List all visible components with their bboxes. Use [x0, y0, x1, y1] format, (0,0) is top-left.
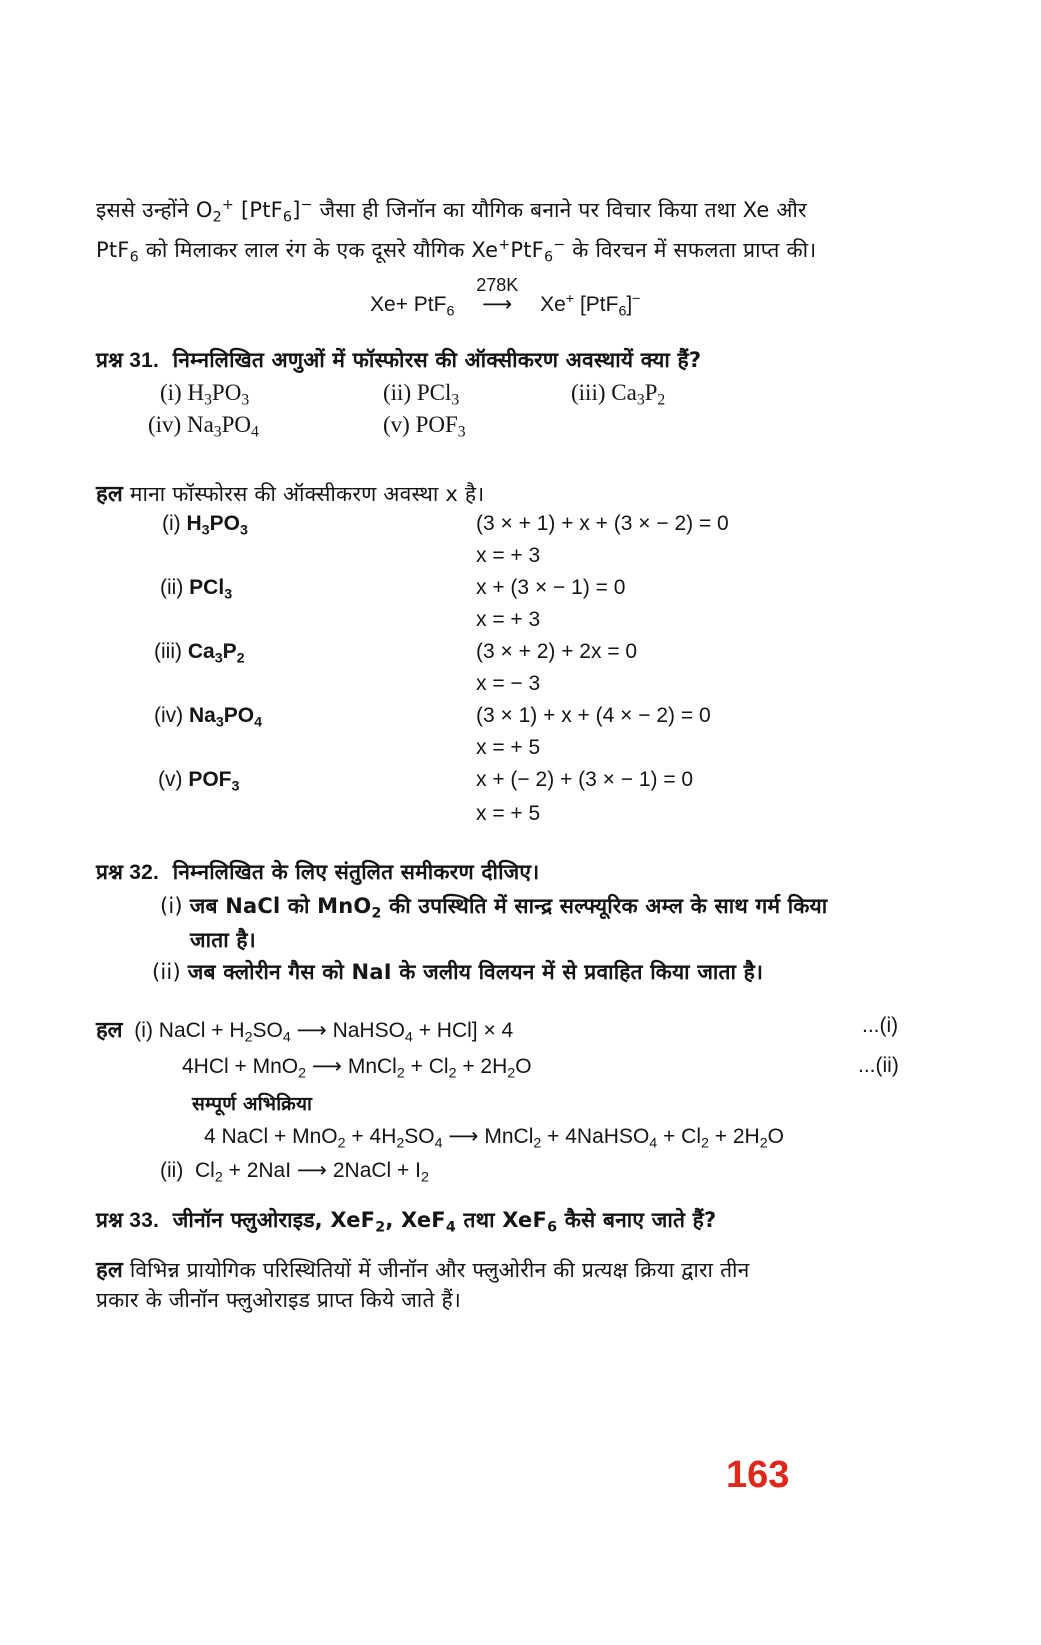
q33-solution-line-2: प्रकार के जीनॉन फ्लुओराइड प्राप्त किये जाते हैं।	[96, 1288, 462, 1312]
q31-row-4-compound: (iv) $Na_3PO_4$	[154, 704, 263, 731]
q31-row-1-equation: (3 × + 1) + x + (3 × − 2) = 0	[476, 512, 729, 535]
q31-row-4-equation: (3 × 1) + x + (4 × − 2) = 0	[476, 704, 711, 727]
q32-solution-r4: (ii) $Cl_2 + 2NaI$ ⟶ 2NaCl + $I_2$	[160, 1159, 429, 1186]
q31-row-2-equation: x + (3 × − 1) = 0	[476, 576, 626, 599]
q31-option-1: (i) $H_3PO_3$	[160, 380, 250, 409]
equation-tag-ii: ...(ii)	[858, 1054, 899, 1077]
solution-label: हल	[96, 1017, 123, 1042]
question-32: प्रश्न 32. निम्नलिखित के लिए संतुलित समीकरण दीजिए।	[96, 860, 540, 884]
q31-row-1-result: x = + 3	[476, 544, 541, 567]
q31-row-2-compound: (ii) PCl$_3$	[160, 576, 233, 603]
q31-solution-intro: हल माना फॉस्फोरस की ऑक्सीकरण अवस्था x है।	[96, 482, 485, 507]
question-33: प्रश्न 33. जीनॉन फ्लुओराइड, XeF$_2$, XeF$_4$ तथा XeF$_6$ कैसे बनाए जाते हैं?	[96, 1208, 717, 1236]
xe-ptf6-equation: Xe+ PtF$_6$ 278K ⟶ Xe+ [PtF$_6$]−	[370, 275, 641, 320]
q32-solution-r3: 4 NaCl + $MnO_2 + 4H_2SO_4$ ⟶ MnCl$_2$ + 4NaHSO$_4$ + $Cl_2 + 2H_2O$	[204, 1125, 784, 1152]
q31-row-5-equation: x + (− 2) + (3 × − 1) = 0	[476, 768, 694, 791]
q31-row-5-result: x = + 5	[476, 802, 541, 825]
q31-option-2: (ii) PCl$_3$	[383, 380, 460, 409]
solution-label: हल	[96, 482, 123, 507]
question-label: प्रश्न 32.	[96, 861, 160, 884]
q31-row-5-compound: (v) $POF_3$	[158, 768, 240, 795]
intro-line-2: PtF$_6$ को मिलाकर लाल रंग के एक दूसरे यौगिक Xe+PtF$_6$− के विरचन में सफलता प्राप्त की।	[96, 237, 817, 266]
equation-tag-i: ...(i)	[862, 1014, 899, 1037]
overall-reaction-label: सम्पूर्ण अभिक्रिया	[192, 1093, 313, 1115]
q31-row-1-compound: (i) $H_3PO_3$	[162, 512, 248, 539]
q31-row-3-result: x = − 3	[476, 672, 541, 695]
q31-option-4: (iv) $Na_3PO_4$	[148, 412, 259, 441]
q33-solution-line-1: हल विभिन्न प्रायोगिक परिस्थितियों में जीनॉन और फ्लुओरीन की प्रत्यक्ष क्रिया द्वारा तीन	[96, 1258, 750, 1283]
q31-row-3-equation: (3 × + 2) + 2x = 0	[476, 640, 638, 663]
intro-line-1: इससे उन्होंने $O_2^+$ [PtF$_6$]− जैसा ही जिनॉन का यौगिक बनाने पर विचार किया तथा Xe और	[96, 197, 807, 226]
q31-row-3-compound: (iii) $Ca_3P_2$	[154, 640, 245, 667]
question-31: प्रश्न 31. निम्नलिखित अणुओं में फॉस्फोरस की ऑक्सीकरण अवस्थायें क्या हैं?	[96, 348, 702, 372]
q31-row-4-result: x = + 5	[476, 736, 541, 759]
q32-part-i: (i) जब NaCl को MnO$_2$ की उपस्थिति में सान्द्र सल्फ्यूरिक अम्ल के साथ गर्म किया	[160, 894, 828, 922]
q31-option-3: (iii) $Ca_3P_2$	[571, 380, 666, 409]
solution-label: हल	[96, 1258, 123, 1283]
question-label: प्रश्न 33.	[96, 1209, 160, 1232]
q31-row-2-result: x = + 3	[476, 608, 541, 631]
q31-option-5: (v) $POF_3$	[383, 412, 466, 441]
q32-solution-r2: 4HCl + MnO$_2$ ⟶ MnCl$_2$ + $Cl_2 + 2H_2O$	[182, 1055, 532, 1082]
q32-part-i-cont: जाता है।	[190, 928, 256, 952]
reaction-arrow: 278K ⟶	[476, 275, 519, 316]
q32-part-ii: (ii) जब क्लोरीन गैस को NaI के जलीय विलयन में से प्रवाहित किया जाता है।	[152, 960, 764, 984]
q32-solution-r1: हल (i) NaCl + $H_2SO_4$ ⟶ NaHSO$_4$ + HCl] × 4	[96, 1017, 514, 1046]
page-number: 163	[726, 1454, 790, 1496]
question-label: प्रश्न 31.	[96, 349, 160, 372]
